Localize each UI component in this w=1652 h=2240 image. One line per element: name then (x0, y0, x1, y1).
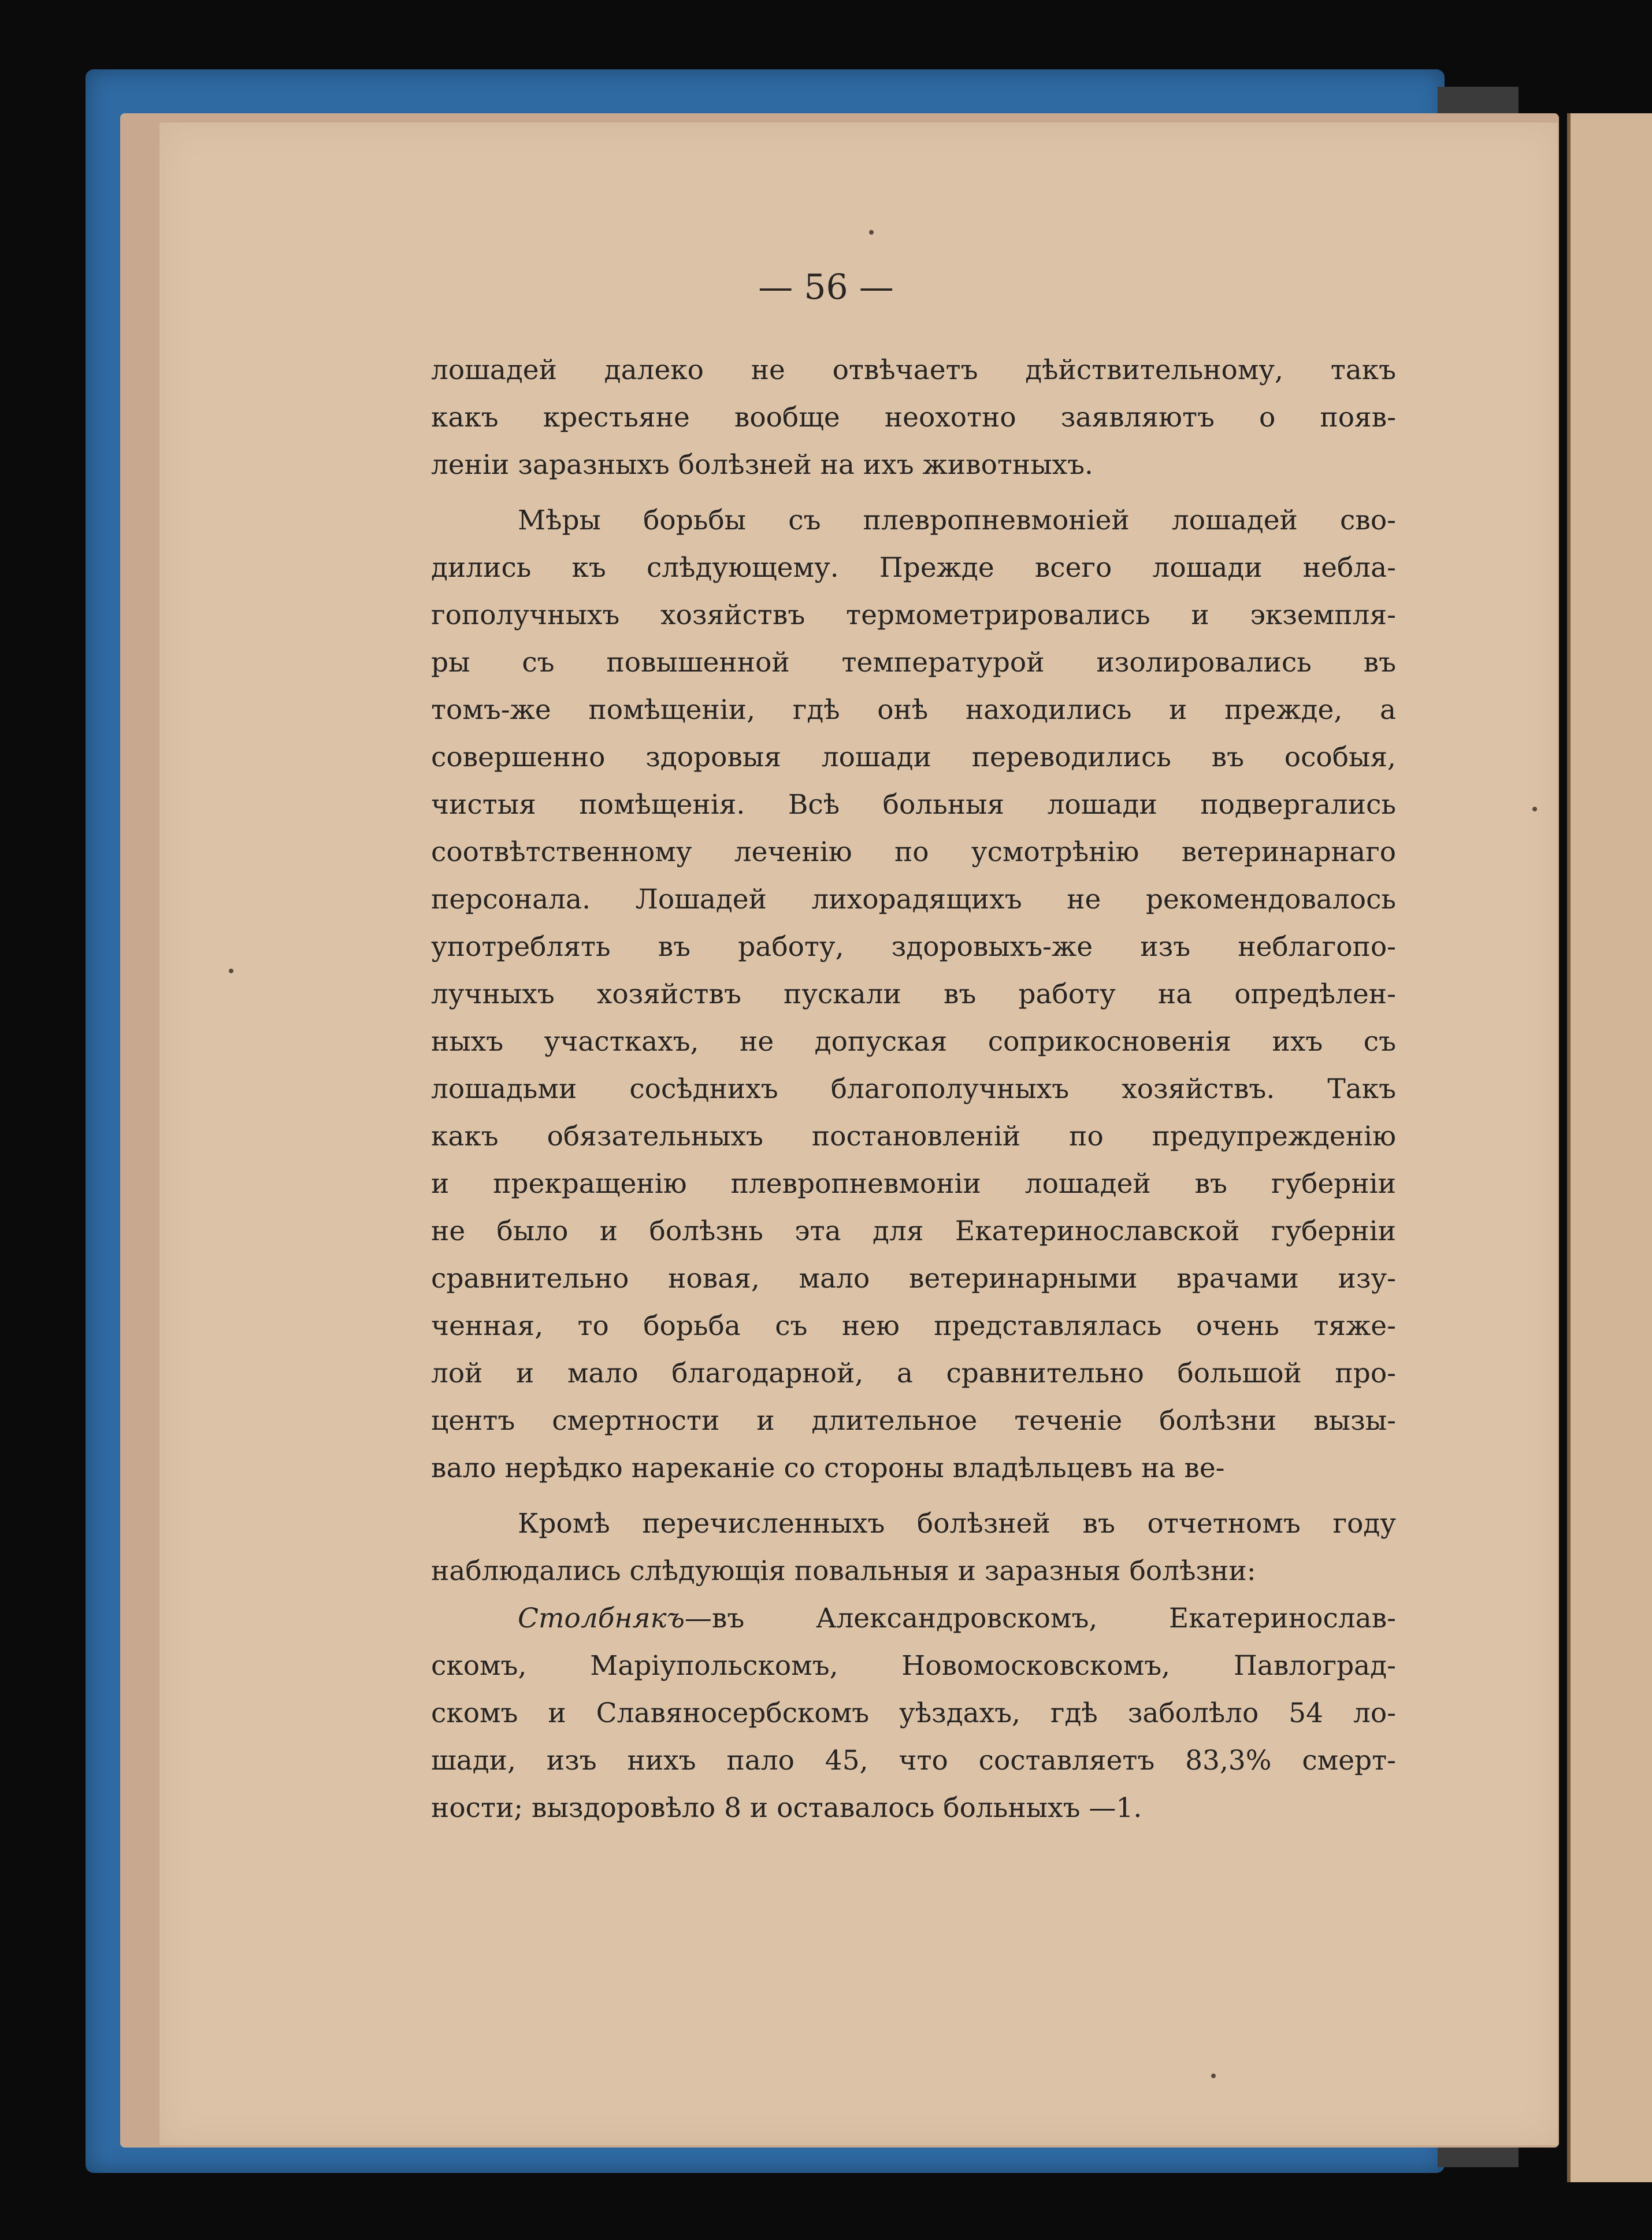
text-line: сравнительно новая, мало ветеринарными врачами изу- (431, 1263, 1396, 1295)
tetanus-first-line: —въ Александровскомъ, Екатеринослав- (684, 1603, 1396, 1634)
text-line: лой и мало благодарной, а сравнительно большой про- (431, 1358, 1396, 1389)
text-line: скомъ и Славяносербскомъ уѣздахъ, гдѣ заболѣло 54 ло- (431, 1697, 1396, 1729)
text-line: употреблять въ работу, здоровыхъ-же изъ неблагопо- (431, 931, 1396, 963)
text-line: персонала. Лошадей лихорадящихъ не рекомендовалось (431, 884, 1396, 915)
text-line: ры съ повышенной температурой изолировались въ (431, 647, 1396, 678)
text-line: наблюдались слѣдующія повальныя и заразныя болѣзни: (431, 1555, 1256, 1587)
text-line: лошадьми сосѣднихъ благополучныхъ хозяйствъ. Такъ (431, 1073, 1396, 1105)
text-line: чистыя помѣщенія. Всѣ больныя лошади подвергались (431, 789, 1396, 821)
text-line: Мѣры борьбы съ плевропневмоніей лошадей сво- (518, 505, 1396, 536)
text-line: Кромѣ перечисленныхъ болѣзней въ отчетномъ году (518, 1508, 1396, 1540)
text-line: леніи заразныхъ болѣзней на ихъ животныхъ. (431, 449, 1093, 481)
text-line: лошадей далеко не отвѣчаетъ дѣйствительному, такъ (431, 354, 1396, 386)
text-line: лучныхъ хозяйствъ пускали въ работу на опредѣлен- (431, 978, 1396, 1010)
paragraph-tetanus (431, 1595, 1396, 1832)
facing-page-edge (1567, 113, 1652, 2182)
paper-speck (229, 969, 233, 973)
paper-speck (869, 230, 874, 235)
text-line: какъ крестьяне вообще неохотно заявляютъ о появ- (431, 402, 1396, 433)
text-line (431, 1595, 1396, 1642)
text-line: ныхъ участкахъ, не допуская соприкосновенія ихъ съ (431, 1026, 1396, 1058)
paragraph-1 (431, 347, 1396, 489)
text-line: шади, изъ нихъ пало 45, что составляетъ 83,3% смерт- (431, 1745, 1396, 1777)
text-line: ности; выздоровѣло 8 и оставалось больныхъ —1. (431, 1792, 1142, 1824)
text-line: центъ смертности и длительное теченіе болѣзни вызы- (431, 1405, 1396, 1437)
tetanus-heading: Столбнякъ (518, 1603, 685, 1634)
text-line: соотвѣтственному леченію по усмотрѣнію ветеринарнаго (431, 836, 1396, 868)
text-line: дились къ слѣдующему. Прежде всего лошади небла- (431, 552, 1396, 584)
text-line: и прекращенію плевропневмоніи лошадей въ губерніи (431, 1168, 1396, 1200)
paper-speck (1211, 2074, 1216, 2078)
text-line: не было и болѣзнь эта для Екатеринославской губерніи (431, 1215, 1396, 1247)
body-text (431, 347, 1396, 1832)
text-line: томъ-же помѣщеніи, гдѣ онѣ находились и прежде, а (431, 694, 1396, 726)
text-line: вало нерѣдко нареканіе со стороны владѣльцевъ на ве- (431, 1452, 1225, 1484)
text-line: скомъ, Маріупольскомъ, Новомосковскомъ, Павлоград- (431, 1650, 1396, 1682)
paragraph-2 (431, 497, 1396, 1492)
page-number: — 56 — (758, 267, 894, 307)
text-line: совершенно здоровыя лошади переводились въ особыя, (431, 741, 1396, 773)
text-line: гополучныхъ хозяйствъ термометрировались и экземпля- (431, 599, 1396, 631)
paragraph-3 (431, 1500, 1396, 1595)
paper-speck (1532, 807, 1537, 811)
text-line: какъ обязательныхъ постановленій по предупрежденію (431, 1121, 1396, 1152)
text-line: ченная, то борьба съ нею представлялась очень тяже- (431, 1310, 1396, 1342)
